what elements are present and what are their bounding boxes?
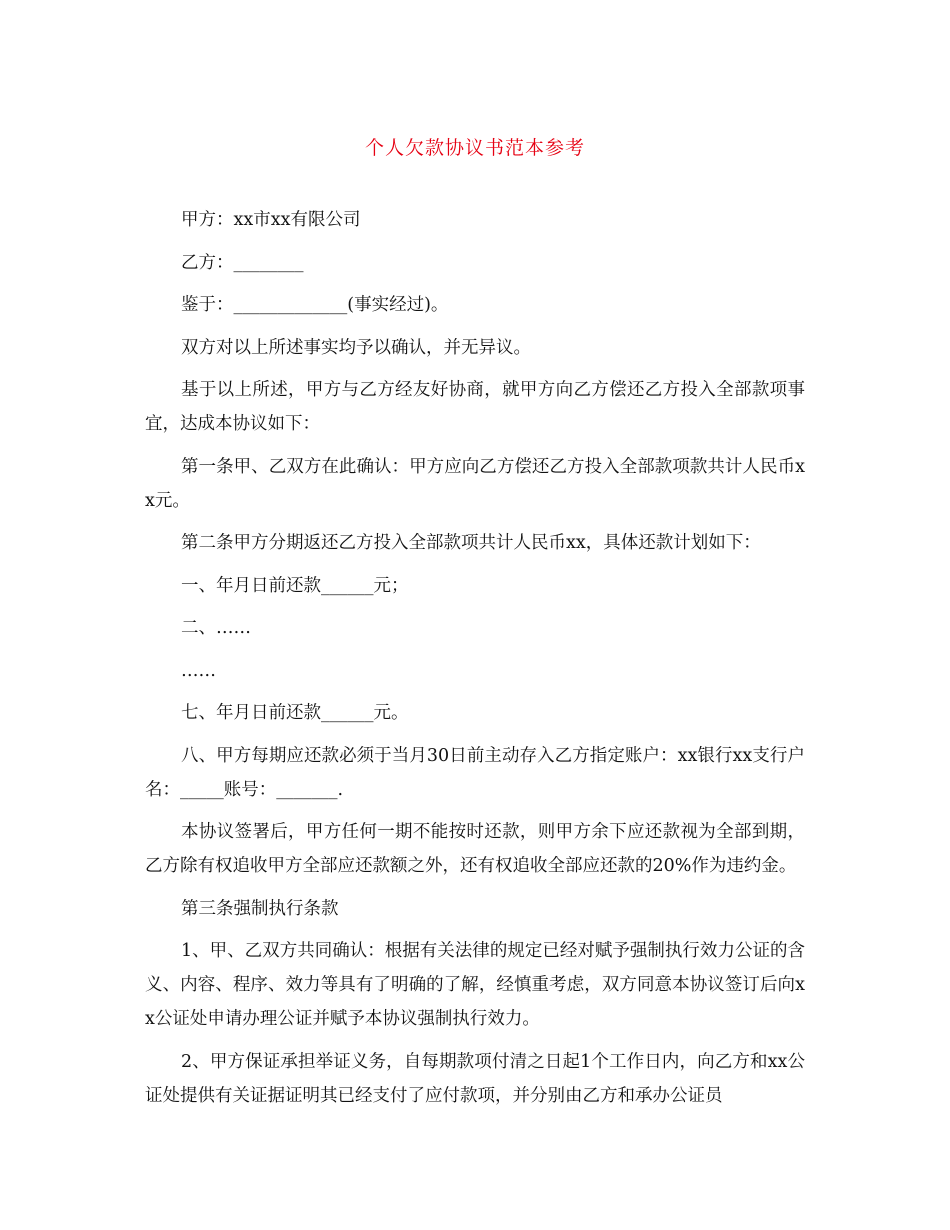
document-body [145, 203, 805, 1121]
enforcement-clause-1: 1、甲、乙双方共同确认：根据有关法律的规定已经对赋予强制执行效力公证的含义、内容、程序、效力等具有了明确的了解，经慎重考虑，双方同意本协议签订后向xx公证处申请办理公证并赋予本协议强制执行效力。 [145, 941, 805, 1029]
confirmation-paragraph: 双方对以上所述事实均予以确认，并无异议。 [181, 337, 531, 358]
article-two-paragraph: 第二条甲方分期返还乙方投入全部款项共计人民币xx，具体还款计划如下： [181, 533, 761, 553]
document-title: 个人欠款协议书范本参考 [364, 137, 585, 159]
repayment-item-8: 八、甲方每期应还款必须于当月30日前主动存入乙方指定账户：xx银行xx支行户名：_____账号：_______. [145, 745, 805, 800]
agreement-basis-paragraph: 基于以上所述，甲方与乙方经友好协商，就甲方向乙方偿还乙方投入全部款项事宜，达成本协议如下： [145, 380, 805, 434]
repayment-item-2: 二、…… [181, 618, 251, 638]
default-clause-paragraph: 本协议签署后，甲方任何一期不能按时还款，则甲方余下应还款视为全部到期，乙方除有权追收甲方全部应还款额之外，还有权追收全部应还款的20%作为违约金。 [145, 822, 805, 876]
repayment-item-7: 七、年月日前还款______元。 [181, 703, 409, 723]
party-b-line: 乙方：________ [181, 252, 304, 273]
enforcement-clause-2: 2、甲方保证承担举证义务，自每期款项付清之日起1个工作日内，向乙方和xx公证处提供有关证据证明其已经支付了应付款项，并分别由乙方和承办公证员 [145, 1051, 805, 1106]
whereas-line: 鉴于：_____________(事实经过)。 [181, 295, 449, 315]
party-a-line: 甲方：xx市xx有限公司 [181, 210, 361, 230]
repayment-ellipsis: …… [181, 660, 216, 681]
article-one-paragraph: 第一条甲、乙双方在此确认：甲方应向乙方偿还乙方投入全部款项款共计人民币xx元。 [145, 456, 805, 511]
repayment-item-1: 一、年月日前还款______元； [181, 575, 409, 596]
article-three-heading: 第三条强制执行条款 [181, 898, 339, 919]
